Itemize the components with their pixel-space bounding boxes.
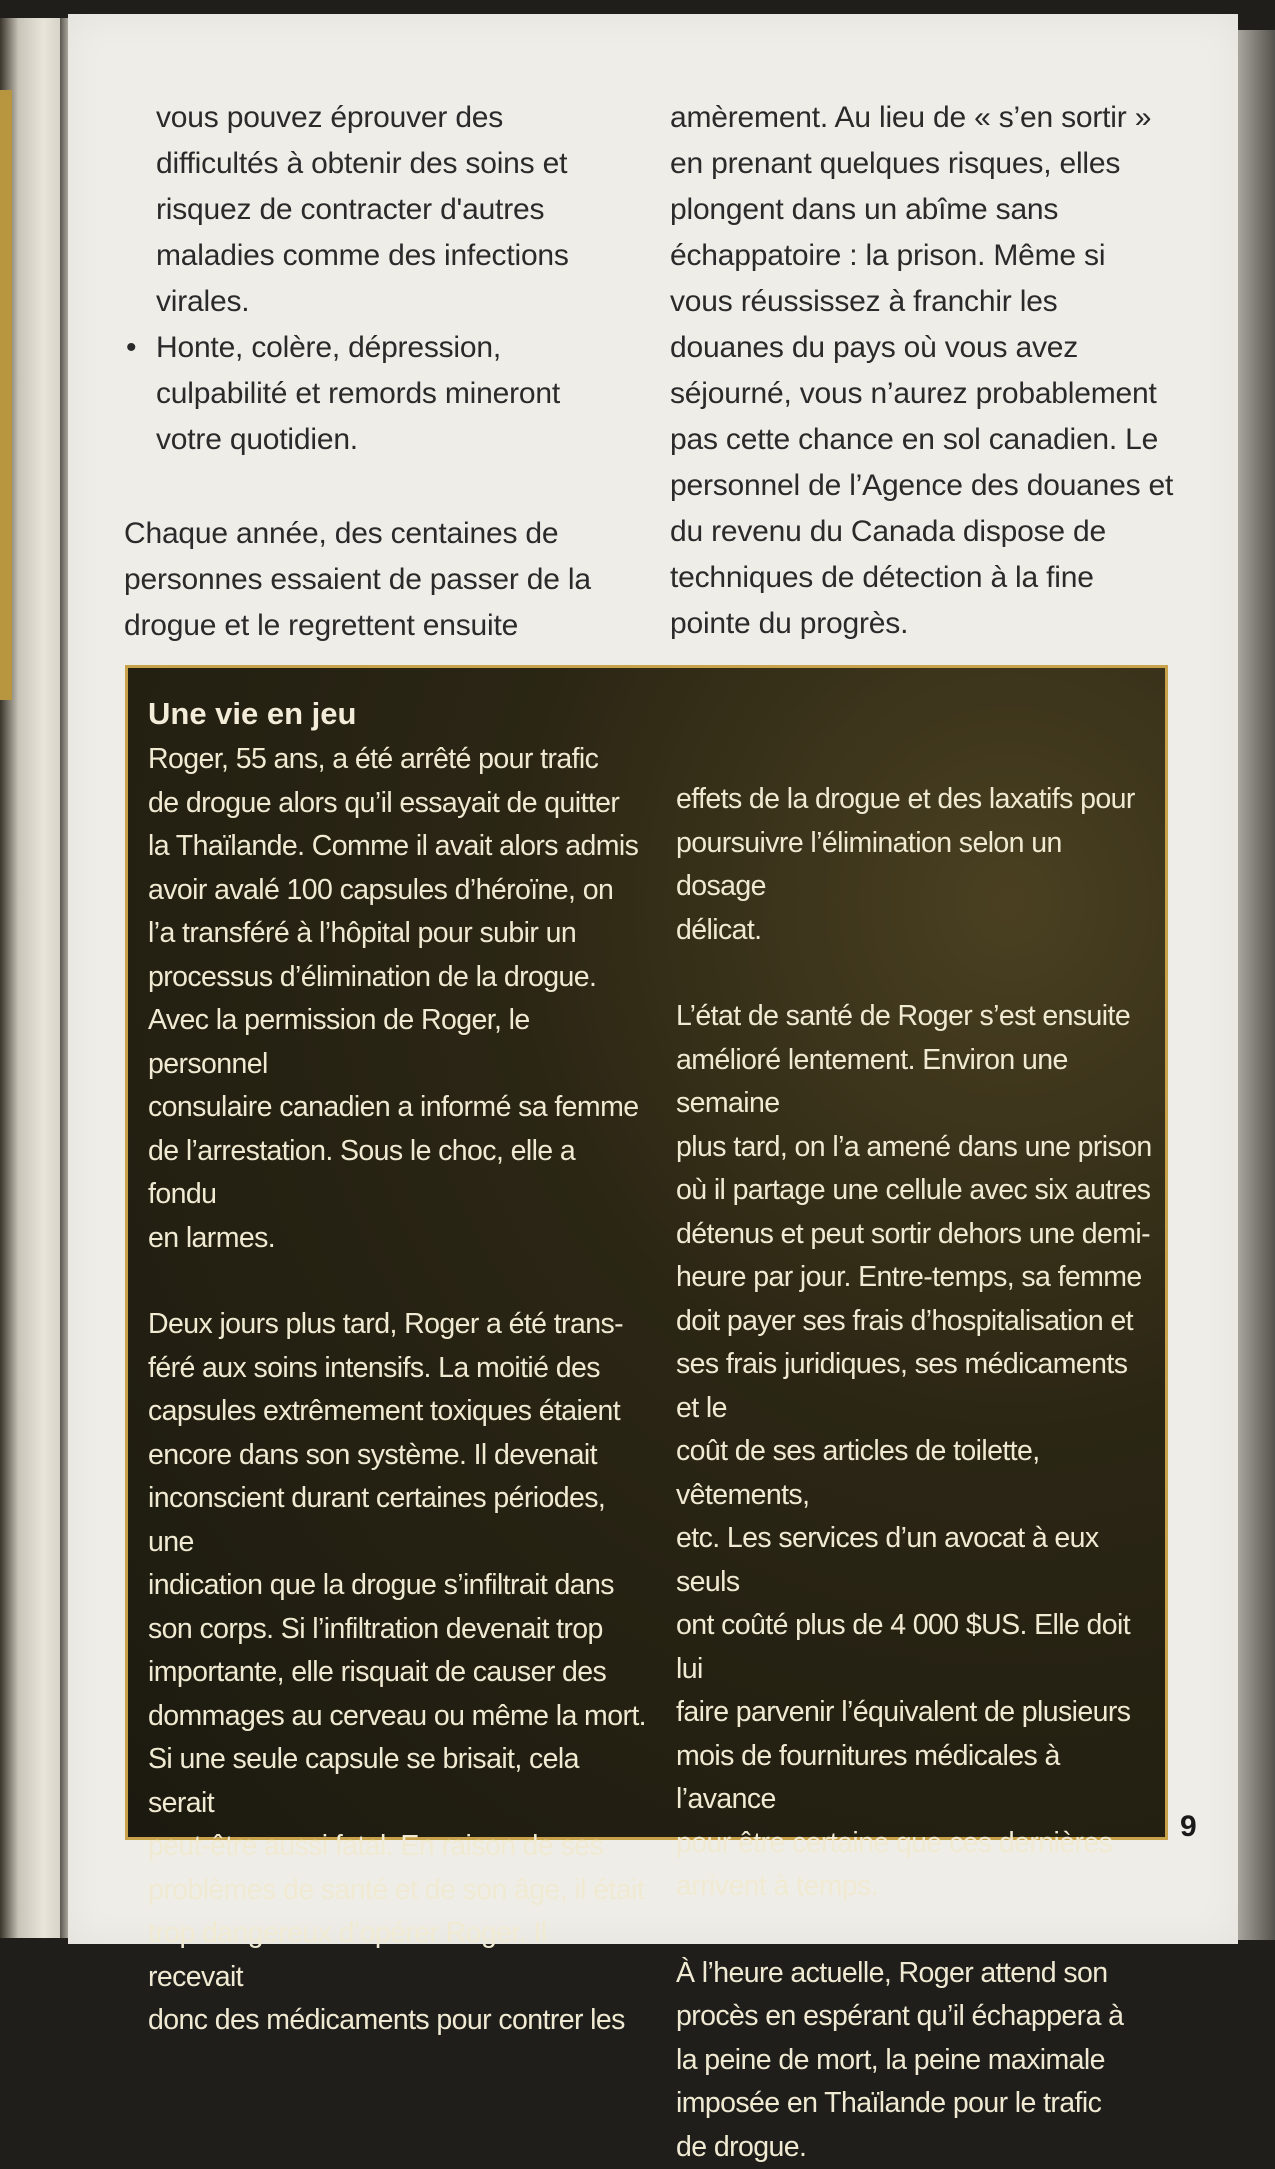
text-line: Deux jours plus tard, Roger a été trans- xyxy=(148,1303,648,1347)
text-line: la Thaïlande. Comme il avait alors admis xyxy=(148,825,648,869)
text-line: pour être certaine que ces dernières xyxy=(676,1822,1156,1866)
text-line: trop dangereux d’opérer Roger. Il recevait xyxy=(148,1912,648,1999)
text-line: Honte, colère, dépression, xyxy=(156,331,501,364)
book-spine xyxy=(60,18,68,1938)
text-line: heure par jour. Entre-temps, sa femme xyxy=(676,1256,1156,1300)
text-line: poursuivre l’élimination selon un dosage xyxy=(676,822,1156,909)
box-title: Une vie en jeu xyxy=(148,696,356,732)
paragraph xyxy=(676,995,1156,1909)
text-line: délicat. xyxy=(676,909,1156,953)
text-line: plongent dans un abîme sans xyxy=(670,187,1180,233)
text-line: dommages au cerveau ou même la mort. xyxy=(148,1695,648,1739)
text-line: où il partage une cellule avec six autres xyxy=(676,1169,1156,1213)
text-line: À l’heure actuelle, Roger attend son xyxy=(676,1952,1156,1996)
page-number: 9 xyxy=(1180,1810,1197,1844)
text-line: doit payer ses frais d’hospitalisation et xyxy=(676,1300,1156,1344)
text-line: consulaire canadien a informé sa femme xyxy=(148,1086,648,1130)
text-line: donc des médicaments pour contrer les xyxy=(148,1999,648,2043)
text-line: de drogue. xyxy=(676,2126,1156,2169)
box-column-right xyxy=(676,738,1156,2169)
paragraph xyxy=(124,511,596,649)
text-line: vous pouvez éprouver des xyxy=(156,95,596,141)
text-line: effets de la drogue et des laxatifs pour xyxy=(676,778,1156,822)
story-box xyxy=(125,665,1168,1840)
text-line: processus d’élimination de la drogue. xyxy=(148,956,648,1000)
text-line: la peine de mort, la peine maximale xyxy=(676,2039,1156,2083)
text-line: etc. Les services d’un avocat à eux seuls xyxy=(676,1517,1156,1604)
text-line: personnes essaient de passer de la xyxy=(124,557,596,603)
paragraph xyxy=(148,1303,648,2043)
text-line: de l’arrestation. Sous le choc, elle a fondu xyxy=(148,1130,648,1217)
text-line: Roger, 55 ans, a été arrêté pour trafic xyxy=(148,738,648,782)
text-line: encore dans son système. Il devenait xyxy=(148,1434,648,1478)
column-left xyxy=(126,95,596,649)
bullet-item xyxy=(126,325,596,463)
text-line: pointe du progrès. xyxy=(670,601,1180,647)
text-line: indication que la drogue s’infiltrait dans xyxy=(148,1564,648,1608)
text-line: personnel de l’Agence des douanes et xyxy=(670,463,1180,509)
text-line: son corps. Si l’infiltration devenait trop xyxy=(148,1608,648,1652)
page-edge xyxy=(1238,30,1275,1940)
text-line: ses frais juridiques, ses médicaments et le xyxy=(676,1343,1156,1430)
text-line: L’état de santé de Roger s’est ensuite xyxy=(676,995,1156,1039)
text-line: culpabilité et remords mineront xyxy=(156,371,596,417)
text-line: inconscient durant certaines périodes, une xyxy=(148,1477,648,1564)
text-line: Chaque année, des centaines de xyxy=(124,511,596,557)
box-column-left xyxy=(148,738,648,2043)
text-line: l’a transféré à l’hôpital pour subir un xyxy=(148,912,648,956)
text-line: féré aux soins intensifs. La moitié des xyxy=(148,1347,648,1391)
continued-bullet-text xyxy=(126,95,596,325)
text-line: vous réussissez à franchir les xyxy=(670,279,1180,325)
column-right xyxy=(670,95,1180,647)
text-line: procès en espérant qu’il échappera à xyxy=(676,1995,1156,2039)
text-line: virales. xyxy=(156,279,596,325)
paragraph xyxy=(148,738,648,1260)
text-line: importante, elle risquait de causer des xyxy=(148,1651,648,1695)
text-line: douanes du pays où vous avez xyxy=(670,325,1180,371)
text-line: en larmes. xyxy=(148,1217,648,1261)
text-line: capsules extrêmement toxiques étaient xyxy=(148,1390,648,1434)
text-line: imposée en Thaïlande pour le trafic xyxy=(676,2082,1156,2126)
text-line: difficultés à obtenir des soins et xyxy=(156,141,596,187)
text-line: votre quotidien. xyxy=(156,417,596,463)
text-line: en prenant quelques risques, elles xyxy=(670,141,1180,187)
text-line: Si une seule capsule se brisait, cela serait xyxy=(148,1738,648,1825)
text-line: mois de fournitures médicales à l’avance xyxy=(676,1735,1156,1822)
text-line: pas cette chance en sol canadien. Le xyxy=(670,417,1180,463)
bullet-icon: • xyxy=(126,325,136,371)
text-line: arrivent à temps. xyxy=(676,1865,1156,1909)
text-line: du revenu du Canada dispose de xyxy=(670,509,1180,555)
text-line: drogue et le regrettent ensuite xyxy=(124,603,596,649)
text-line: amélioré lentement. Environ une semaine xyxy=(676,1039,1156,1126)
text-line: amèrement. Au lieu de « s’en sortir » xyxy=(670,95,1180,141)
text-line: faire parvenir l’équivalent de plusieurs xyxy=(676,1691,1156,1735)
text-line: séjourné, vous n’aurez probablement xyxy=(670,371,1180,417)
text-line: techniques de détection à la fine xyxy=(670,555,1180,601)
text-line: avoir avalé 100 capsules d’héroïne, on xyxy=(148,869,648,913)
text-line: maladies comme des infections xyxy=(156,233,596,279)
text-line: risquez de contracter d'autres xyxy=(156,187,596,233)
paragraph xyxy=(676,778,1156,952)
text-line: coût de ses articles de toilette, vêtements, xyxy=(676,1430,1156,1517)
text-line: plus tard, on l’a amené dans une prison xyxy=(676,1126,1156,1170)
text-line: de drogue alors qu’il essayait de quitter xyxy=(148,782,648,826)
text-line: échappatoire : la prison. Même si xyxy=(670,233,1180,279)
text-line: détenus et peut sortir dehors une demi- xyxy=(676,1213,1156,1257)
text-line: peut-être aussi fatal. En raison de ses xyxy=(148,1825,648,1869)
text-line: problèmes de santé et de son âge, il était xyxy=(148,1869,648,1913)
left-page-color-tab xyxy=(0,90,12,700)
paragraph xyxy=(676,1952,1156,2169)
text-line: Avec la permission de Roger, le personnel xyxy=(148,999,648,1086)
text-line: ont coûté plus de 4 000 $US. Elle doit lui xyxy=(676,1604,1156,1691)
